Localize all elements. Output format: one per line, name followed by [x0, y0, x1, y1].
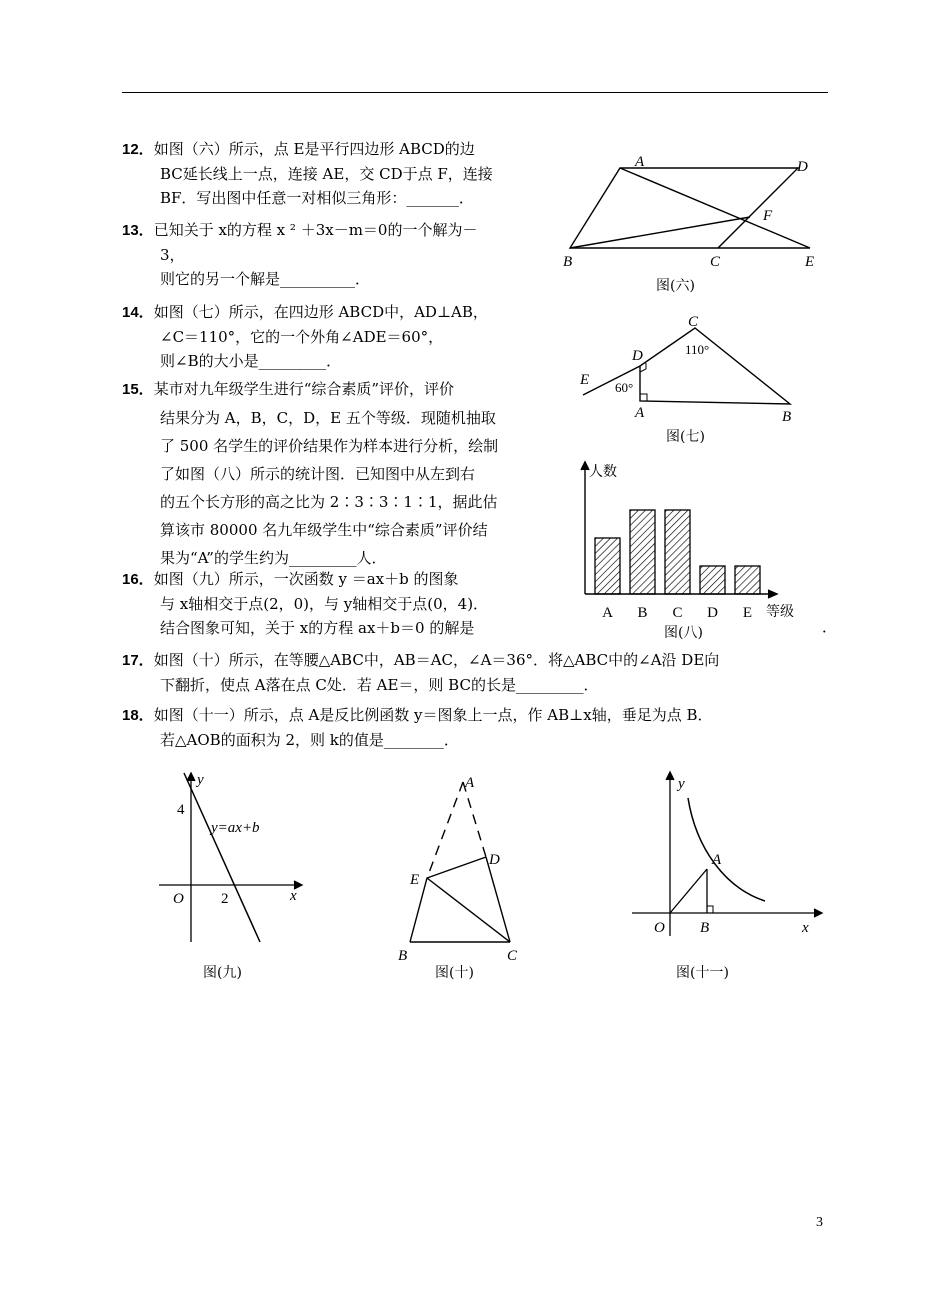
label-e: E: [580, 372, 590, 388]
question-line: 则∠B的大小是_________．: [160, 352, 342, 370]
label-equation: y=ax+b: [211, 820, 260, 836]
y-axis-arrow: [666, 772, 674, 780]
label-o: O: [173, 891, 184, 907]
figure-7: [575, 312, 810, 427]
label-d: D: [489, 852, 500, 868]
label-a: A: [465, 775, 475, 791]
segment-oa: [670, 869, 707, 913]
figure-11-caption: 图(十一): [676, 965, 729, 981]
segment-ec: [427, 878, 510, 942]
right-angle-b: [707, 906, 713, 913]
label-c: C: [688, 314, 699, 330]
question-line: 则它的另一个解是__________．: [160, 270, 371, 288]
dashed-ae: [427, 782, 463, 878]
figure-8-bar-chart: [575, 460, 805, 625]
label-c: C: [710, 254, 721, 270]
figure-10: [390, 772, 530, 964]
label-b: B: [563, 254, 573, 270]
label-two: 2: [221, 891, 229, 907]
label-a: A: [635, 405, 645, 421]
question-line: 3，: [160, 246, 185, 264]
x-axis-label: 等级: [766, 605, 794, 620]
tick-label-c: C: [672, 605, 683, 621]
tick-label-a: A: [602, 605, 613, 621]
label-x: x: [290, 888, 297, 904]
label-e: E: [805, 254, 815, 270]
question-line: 如图（九）所示，一次函数 y ＝ax＋b 的图象: [153, 570, 459, 588]
figure-7-caption: 图(七): [666, 429, 705, 445]
question-line: 结合图象可知，关于 x的方程 ax＋b＝0 的解是: [160, 619, 475, 637]
question-number: 15．: [122, 381, 154, 398]
label-a: A: [635, 154, 645, 170]
question-line: BF．写出图中任意一对相似三角形：_______．: [160, 189, 474, 207]
question-line: 如图（十）所示，在等腰△ABC中，AB＝AC，∠A＝36°．将△ABC中的∠A沿 DE向: [153, 651, 720, 669]
question-16: [122, 567, 488, 640]
question-17: [122, 648, 719, 697]
right-angle-a: [640, 394, 647, 401]
angle-d-label: 60°: [615, 380, 634, 395]
question-line: BC延长线上一点，连接 AE，交 CD于点 F，连接: [160, 165, 493, 183]
label-a: A: [712, 852, 722, 868]
line-graph: [184, 773, 260, 942]
question-14: [122, 300, 488, 373]
question-line: 下翻折，使点 A落在点 C处．若 AE＝，则 BC的长是_________．: [160, 676, 599, 694]
label-four: 4: [177, 802, 185, 818]
bar-c: [665, 510, 690, 594]
y-axis-arrow: [187, 773, 195, 781]
question-line: 结果分为 A，B，C，D，E 五个等级．现随机抽取: [160, 409, 496, 427]
label-e: E: [410, 872, 420, 888]
question-line: 某市对九年级学生进行“综合素质”评价，评价: [153, 380, 455, 398]
hyperbola-curve: [688, 798, 765, 901]
question-12: [122, 137, 493, 210]
tick-label-d: D: [707, 605, 718, 621]
segment-ed: [427, 857, 486, 878]
y-axis-arrow: [581, 462, 589, 470]
label-b: B: [398, 948, 408, 964]
question-line: 了 500 名学生的评价结果作为样本进行分析，绘制: [160, 437, 499, 455]
label-y: y: [678, 776, 685, 792]
question-number: 13．: [122, 222, 154, 239]
y-axis-label: 人数: [589, 465, 617, 480]
label-o: O: [654, 920, 665, 936]
question-line: 已知关于 x的方程 x ² ＋3x－m＝0的一个解为－: [153, 221, 478, 239]
question-number: 18．: [122, 707, 154, 724]
figure-10-caption: 图(十): [435, 965, 474, 981]
question-line: 如图（七）所示，在四边形 ABCD中，AD⊥AB，: [153, 303, 488, 321]
question-line: 的五个长方形的高之比为 2∶3∶3∶1∶1，据此估: [160, 493, 498, 511]
question-line: 算该市 80000 名九年级学生中“综合素质”评价结: [160, 521, 488, 539]
question-line: 果为“A”的学生约为_________人．: [160, 549, 387, 567]
segment-ae: [620, 168, 810, 248]
question-line: 如图（十一）所示，点 A是反比例函数 y＝图象上一点，作 AB⊥x轴，垂足为点 B．: [153, 706, 713, 724]
question-18: [122, 703, 713, 752]
question-line: 若△AOB的面积为 2，则 k的值是________．: [160, 731, 459, 749]
label-f: F: [763, 208, 773, 224]
figure-9-caption: 图(九): [203, 965, 242, 981]
question-number: 16．: [122, 571, 154, 588]
tick-label-b: B: [637, 605, 648, 621]
label-d: D: [632, 348, 643, 364]
label-d: D: [797, 159, 808, 175]
label-y: y: [197, 772, 204, 788]
bar-a: [595, 538, 620, 594]
question-line: ∠C＝110°，它的一个外角∠ADE＝60°，: [160, 328, 444, 346]
x-axis-arrow: [814, 909, 822, 917]
question-line: 如图（六）所示，点 E是平行四边形 ABCD的边: [153, 140, 475, 158]
bar-e: [735, 566, 760, 594]
question-number: 12．: [122, 141, 154, 158]
question-13: [122, 218, 477, 291]
label-b: B: [782, 409, 792, 425]
figure-9: [155, 770, 305, 945]
label-c: C: [507, 948, 518, 964]
x-axis-arrow: [768, 590, 777, 598]
tick-label-e: E: [742, 605, 753, 621]
question-15: [122, 375, 498, 572]
question-line: 了如图（八）所示的统计图．已知图中从左到右: [160, 465, 476, 483]
question-16-tail: ．: [822, 618, 838, 636]
question-number: 14．: [122, 304, 154, 321]
dashed-ad: [463, 782, 486, 857]
bar-b: [630, 510, 655, 594]
figure-11: [630, 768, 825, 938]
question-number: 17．: [122, 652, 154, 669]
question-line: 与 x轴相交于点(2，0)，与 y轴相交于点(0，4)．: [160, 595, 489, 613]
label-b: B: [700, 920, 710, 936]
label-x: x: [802, 920, 809, 936]
figure-6-caption: 图(六): [656, 278, 695, 294]
angle-c-label: 110°: [685, 342, 710, 357]
page-number: 3: [816, 1215, 823, 1230]
header-rule: [122, 92, 828, 93]
figure-8-caption: 图(八): [664, 625, 703, 641]
segment-dc: [486, 857, 510, 942]
bar-d: [700, 566, 725, 594]
figure-6: [555, 148, 835, 298]
